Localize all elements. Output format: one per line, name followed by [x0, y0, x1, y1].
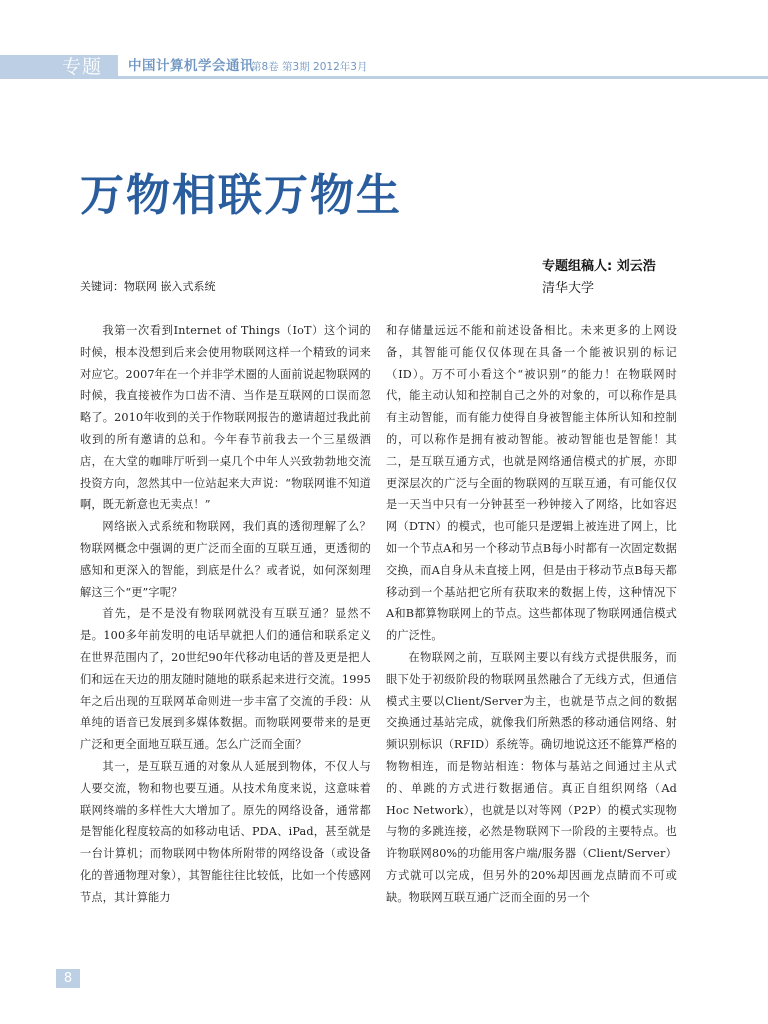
journal-name: 中国计算机学会通讯	[128, 58, 254, 74]
header-rule	[118, 76, 768, 79]
body-column-right	[386, 320, 677, 932]
body-column-left	[80, 320, 371, 932]
paragraph: 我第一次看到Internet of Things（IoT）这个词的时候，根本没想到后来会使用物联网这样一个精致的词来对应它。2007年在一个并非学术圈的人面前说起物联网的时候，我直接被作为口齿不清、当作是互联网的口误而忽略了。2010年收到的关于作物联网报告的邀请超过我此前收到的所有邀请的总和。今年春节前我去一个三星级酒店，在大堂的咖啡厅听到一桌几个中年人兴致勃勃地交流投资方向，忽然其中一位站起来大声说：“物联网谁不知道啊，既无新意也无卖点！”	[80, 324, 371, 512]
paragraph-continued: 和存储量远远不能和前述设备相比。未来更多的上网设备，其智能可能仅仅体现在具备一个能被识别的标记（ID）。万不可小看这个“被识别”的能力！在物联网时代，能主动认知和控制自己之外的对象的，可以称作是具有主动智能，而有能力使得自身被智能主体所认知和控制的，可以称作是拥有被动智能。被动智能也是智能！其二，是互联互通方式，也就是网络通信模式的扩展，亦即更深层次的广泛与全面的物联网的互联互通，有可能仅仅是一天当中只有一分钟甚至一秒钟接入了网络，比如容迟网（DTN）的模式，也可能只是逻辑上被连进了网上，比如一个节点A和另一个移动节点B每小时都有一次固定数据交换，而A自身从未直接上网，但是由于移动节点B每天都移动到一个基站把它所有获取来的数据上传，这种情况下A和B都算物联网上的节点。这些都体现了物联网通信模式的广泛性。	[386, 324, 677, 643]
issue-info: 第8卷 第3期 2012年3月	[251, 61, 368, 73]
organizer-affiliation: 清华大学	[542, 281, 595, 296]
section-topic-label: 专题	[62, 56, 103, 78]
page-number: 8	[56, 969, 80, 988]
page-header	[0, 55, 768, 79]
paragraph: 在物联网之前，互联网主要以有线方式提供服务，而眼下处于初级阶段的物联网虽然融合了无线方式，但通信模式主要以Client/Server为主，也就是节点之间的数据交换通过基站完成，就像我们所熟悉的移动通信网络、射频识别标识（RFID）系统等。确切地说这还不能算严格的物物相连，而是物站相连：物体与基站之间通过主从式的、单跳的方式进行数据通信。真正自组织网络（Ad Hoc Network），也就是以对等网（P2P）的模式实现物与物的多跳连接，必然是物联网下一阶段的主要特点。也许物联网80%的功能用客户端/服务器（Client/Server）方式就可以完成，但另外的20%却因画龙点睛而不可或缺。物联网互联互通广泛而全面的另一个	[386, 650, 677, 904]
keywords: 关键词：物联网 嵌入式系统	[80, 280, 216, 293]
section-tab	[0, 55, 118, 79]
paragraph: 网络嵌入式系统和物联网，我们真的透彻理解了么？物联网概念中强调的更广泛而全面的互联互通，更透彻的感知和更深入的智能，到底是什么？或者说，如何深刻理解这三个“更”字呢？	[80, 520, 371, 599]
paragraph: 首先，是不是没有物联网就没有互联互通？显然不是。100多年前发明的电话早就把人们的通信和联系定义在世界范围内了，20世纪90年代移动电话的普及更是把人们和远在天边的朋友随时随地的联系起来进行交流。1995年之后出现的互联网革命则进一步丰富了交流的手段：从单纯的语音已发展到多媒体数据。而物联网要带来的是更广泛和更全面地互联互通。怎么广泛而全面？	[80, 607, 371, 752]
topic-organizer: 专题组稿人: 刘云浩	[542, 259, 656, 274]
article-title: 万物相联万物生	[80, 170, 402, 221]
paragraph: 其一，是互联互通的对象从人延展到物体，不仅人与人要交流，物和物也要互通。从技术角度来说，这意味着联网终端的多样性大大增加了。原先的网络设备，通常都是智能化程度较高的如移动电话、PDA、iPad，甚至就是一台计算机；而物联网中物体所附带的网络设备（或设备化的普通物理对象），其智能往往比较低，比如一个传感网节点，其计算能力	[80, 759, 371, 904]
